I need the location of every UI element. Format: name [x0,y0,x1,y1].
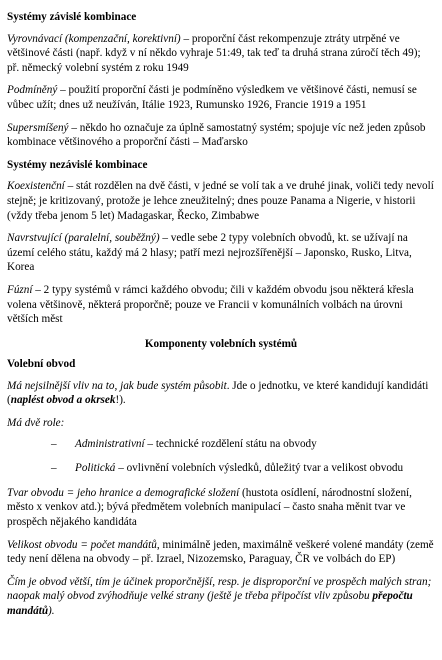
dash-bullet: – [51,437,57,450]
paragraph-size-effect: Čím je obvod větší, tím je účinek proporčnější, resp. je disproporční ve prospěch malých stran; naopak malý obvod zvýhodňuje velké strany (ještě je třeba připočíst vliv způsobu přepočtu mandátů). [7,575,432,617]
paragraph-district-shape: Tvar obvodu = jeho hranice a demografické složení (hustota osídlení, národnostní složení, město x venkov atd.); bývá předmětem volebních manipulací – často snaha měnit tvar ve prospěch nějakého kandidáta [7,486,412,529]
paragraph-district-intro: Má nejsilnější vliv na to, jak bude systém působit. Jde o jednotku, ve které kandidují kandidáti (naplést obvod a okrsek!). [7,379,429,407]
heading-components: Komponenty volebních systémů [144,337,298,350]
paragraph-fusion: Fúzní – 2 typy systémů v rámci každého obvodu; čili v každém obvodu jsou některá křesla volena většinově, některá proporčně; pouze ve Francii v komunálních volbách na úrovni větších měst [7,283,414,326]
term-coexistence: Koexistenční [7,180,65,193]
heading-independent-combination: Systémy nezávislé kombinace [7,158,148,171]
heading-electoral-district: Volební obvod [7,358,76,371]
paragraph-supermixed: Supersmíšený – někdo ho označuje za úplně samostatný systém; spojuje víc než jeden způsob kombinace většinového a proporční části – Maďarsko [7,121,426,149]
paragraph-coexistence: Koexistenční – stát rozdělen na dvě části, v jedné se volí tak a ve druhé jinak, voliči tedy nevolí stejně; je kritizovaný, protože je lehce zneužitelný; dnes pouze Panama a Nigerie, v historii (vždy třeba jenom 5 let) Madagaskar, Řecko, Zimbabwe [7,180,434,222]
term-fusion: Fúzní [7,283,33,296]
list-item-role-administrative: – Administrativní – technické rozdělení státu na obvody [51,437,317,450]
paragraph-conditional: Podmíněný – použití proporční části je podmíněno výsledkem ve většinové části, nemusí se vůbec užít; dnes už neužíván, Itálie 1923, Rumunsko 1926, Francie 1919 a 1951 [7,84,417,111]
paragraph-compensatory: Vyrovnávací (kompenzační, korektivní) – proporční část rekompenzuje ztráty utrpěné ve většinové části (např. když v ní někdo vyhraje 51:49, tak teď ta druhá strana zúročí těch 49); př. německý volební systém z roku 1949 [7,32,421,74]
term-district-shape: Tvar obvodu = jeho hranice a demografické složení [7,486,240,499]
paragraph-parallel: Navrstvující (paralelní, souběžný) – vedle sebe 2 typy volebních obvodů, kt. se užívají na území celého státu, každý má 2 hlasy; patří mezi nejrozšířenější – Japonsko, Rusko, Litva, Korea [7,232,412,274]
dash-bullet: – [51,462,57,475]
roles-list [7,437,435,476]
term-parallel: Navrstvující (paralelní, souběžný) [7,232,160,245]
term-district-size: Velikost obvodu = počet mandátů [7,538,157,551]
paragraph-district-size: Velikost obvodu = počet mandátů, minimálně jeden, maximálně veškeré volené mandáty (země tedy není dělena na obvody – př. Izrael, Nizozemsko, Paraguay, ČR ve volbách do EP) [7,538,434,566]
term-supermixed: Supersmíšený [7,121,69,134]
list-item-role-political: – Politická – ovlivnění volebních výsledků, důležitý tvar a velikost obvodu [51,462,404,475]
term-conditional: Podmíněný [7,84,58,97]
roles-label: Má dvě role: [7,417,65,430]
heading-dependent-combination: Systémy závislé kombinace [7,11,137,23]
term-compensatory: Vyrovnávací (kompenzační, korektivní) [7,32,181,45]
